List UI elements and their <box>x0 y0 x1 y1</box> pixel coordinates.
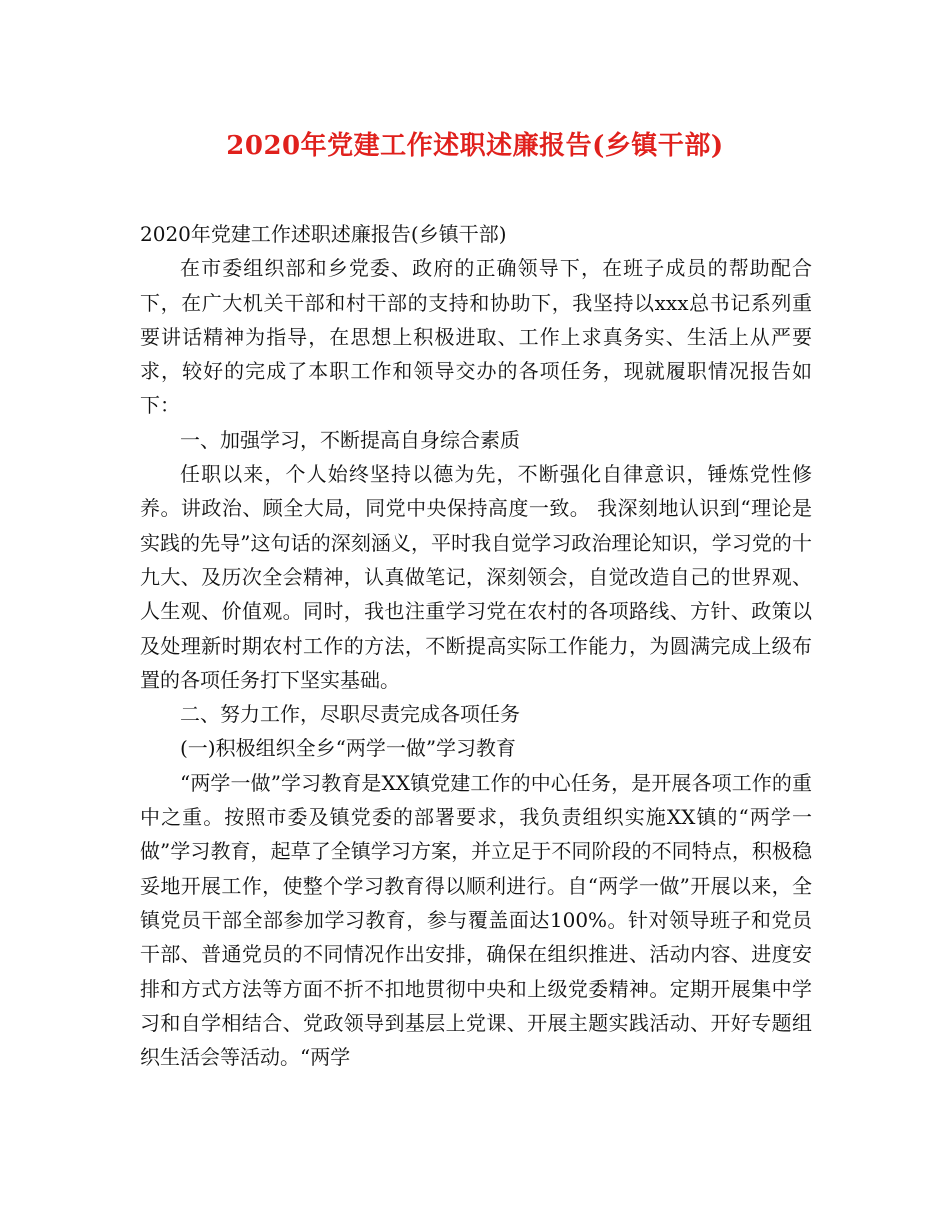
heading-section-2: 二、努力工作，尽职尽责完成各项任务 <box>180 702 520 727</box>
paragraph-section-1: 任职以来，个人始终坚持以德为先，不断强化自律意识，锤炼党性修养。讲政治、顾全大局，同党中央保持高度一致。 我深刻地认识到“理论是实践的先导”这句话的深刻涵义，平时我自觉学习政治理论知识，学习党的十九大、及历次全会精神，认真做笔记，深刻领会，自觉改造自己的世界观、人生观、价值观。同时，我也注重学习党在农村的各项路线、方针、政策以及处理新时期农村工作的方法，不断提高实际工作能力，为圆满完成上级布置的各项任务打下坚实基础。 <box>140 462 812 692</box>
paragraph-intro: 在市委组织部和乡党委、政府的正确领导下，在班子成员的帮助配合下，在广大机关干部和村干部的支持和协助下，我坚持以xxx总书记系列重要讲话精神为指导，在思想上积极进取、工作上求真务实、生活上从严要求，较好的完成了本职工作和领导交办的各项任务，现就履职情况报告如下： <box>140 256 812 418</box>
paragraph-subtitle: 2020年党建工作述职述廉报告(乡镇干部) <box>140 222 507 246</box>
heading-subsection-1: (一)积极组织全乡“两学一做”学习教育 <box>180 736 517 761</box>
document-body <box>140 217 812 1074</box>
heading-section-1: 一、加强学习，不断提高自身综合素质 <box>180 427 520 452</box>
paragraph-subsection-1: “两学一做”学习教育是XX镇党建工作的中心任务，是开展各项工作的重中之重。按照市委及镇党委的部署要求，我负责组织实施XX镇的“两学一做”学习教育，起草了全镇学习方案，并立足于不同阶段的不同特点，积极稳妥地开展工作，使整个学习教育得以顺利进行。自“两学一做”开展以来，全镇党员干部全部参加学习教育，参与覆盖面达100%。针对领导班子和党员干部、普通党员的不同情况作出安排，确保在组织推进、活动内容、进度安排和方式方法等方面不折不扣地贯彻中央和上级党委精神。定期开展集中学习和自学相结合、党政领导到基层上党课、开展主题实践活动、开好专题组织生活会等活动。“两学 <box>140 770 812 1070</box>
document-title: 2020年党建工作述职述廉报告(乡镇干部) <box>226 131 724 161</box>
